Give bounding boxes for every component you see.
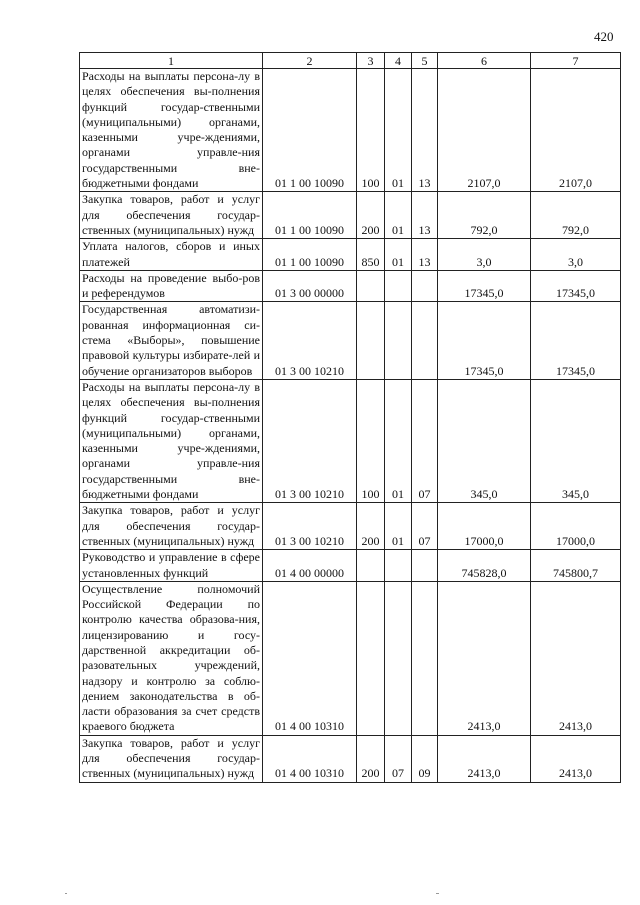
amount-col7-cell: 2413,0	[531, 581, 621, 735]
expense-name-cell: Расходы на выплаты персона-лу в целях обеспечения вы-полнения функций государ-ственными (муниципальными) органами, казенными учре-ждениями, органами управле-ния государственными вне-бюджетными фондами	[80, 379, 263, 502]
header-row	[80, 53, 621, 69]
amount-col7-cell: 17000,0	[531, 503, 621, 550]
target-article-code-cell: 01 1 00 10090	[263, 192, 357, 239]
amount-col6-cell: 2107,0	[438, 69, 531, 192]
amount-col7-cell: 345,0	[531, 379, 621, 502]
target-article-code-cell: 01 4 00 00000	[263, 550, 357, 582]
subsection-cell	[412, 270, 438, 302]
scan-speck	[65, 893, 67, 894]
subsection-cell: 09	[412, 735, 438, 782]
table-row	[80, 581, 621, 735]
target-article-code-cell: 01 3 00 10210	[263, 379, 357, 502]
expense-name-cell: Закупка товаров, работ и услуг для обеспечения государ-ственных (муниципальных) нужд	[80, 503, 263, 550]
expense-type-cell: 200	[357, 503, 385, 550]
amount-col6-cell: 3,0	[438, 239, 531, 271]
column-header: 1	[80, 53, 263, 69]
expense-type-cell	[357, 302, 385, 379]
column-header: 5	[412, 53, 438, 69]
target-article-code-cell: 01 1 00 10090	[263, 239, 357, 271]
amount-col7-cell: 792,0	[531, 192, 621, 239]
table-row	[80, 302, 621, 379]
target-article-code-cell: 01 3 00 10210	[263, 503, 357, 550]
table-row	[80, 69, 621, 192]
expense-name-cell: Расходы на проведение выбо-ров и референдумов	[80, 270, 263, 302]
expense-type-cell	[357, 270, 385, 302]
expense-type-cell: 200	[357, 735, 385, 782]
section-cell: 01	[385, 69, 412, 192]
expense-name-cell: Уплата налогов, сборов и иных платежей	[80, 239, 263, 271]
table-row	[80, 192, 621, 239]
column-header: 7	[531, 53, 621, 69]
expense-type-cell: 200	[357, 192, 385, 239]
subsection-cell: 07	[412, 503, 438, 550]
target-article-code-cell: 01 1 00 10090	[263, 69, 357, 192]
expense-type-cell: 850	[357, 239, 385, 271]
section-cell: 01	[385, 503, 412, 550]
target-article-code-cell: 01 3 00 10210	[263, 302, 357, 379]
column-header: 2	[263, 53, 357, 69]
amount-col7-cell: 2413,0	[531, 735, 621, 782]
table-row	[80, 379, 621, 502]
amount-col6-cell: 17000,0	[438, 503, 531, 550]
expense-name-cell: Расходы на выплаты персона-лу в целях обеспечения вы-полнения функций государ-ственными (муниципальными) органами, казенными учре-ждениями, органами управле-ния государственными вне-бюджетными фондами	[80, 69, 263, 192]
amount-col6-cell: 17345,0	[438, 270, 531, 302]
section-cell	[385, 550, 412, 582]
amount-col6-cell: 345,0	[438, 379, 531, 502]
amount-col7-cell: 17345,0	[531, 270, 621, 302]
section-cell: 01	[385, 192, 412, 239]
table-row	[80, 550, 621, 582]
table-row	[80, 239, 621, 271]
target-article-code-cell: 01 4 00 10310	[263, 735, 357, 782]
expense-type-cell	[357, 550, 385, 582]
column-header: 4	[385, 53, 412, 69]
subsection-cell	[412, 550, 438, 582]
subsection-cell: 13	[412, 69, 438, 192]
expense-name-cell: Закупка товаров, работ и услуг для обеспечения государ-ственных (муниципальных) нужд	[80, 192, 263, 239]
section-cell: 01	[385, 239, 412, 271]
amount-col7-cell: 745800,7	[531, 550, 621, 582]
expense-type-cell: 100	[357, 379, 385, 502]
table-row	[80, 270, 621, 302]
expense-type-cell: 100	[357, 69, 385, 192]
amount-col6-cell: 17345,0	[438, 302, 531, 379]
table-row	[80, 503, 621, 550]
amount-col6-cell: 792,0	[438, 192, 531, 239]
page-number: 420	[594, 29, 614, 44]
section-cell	[385, 302, 412, 379]
amount-col6-cell: 745828,0	[438, 550, 531, 582]
scan-speck	[436, 893, 439, 894]
expense-name-cell: Осуществление полномочий Российской Федерации по контролю качества образова-ния, лицензированию и госу-дарственной аккредитации об-разовательных учреждений, надзору и контролю за соблю-дением законодательства в об-ласти образования за счет средств краевого бюджета	[80, 581, 263, 735]
subsection-cell: 07	[412, 379, 438, 502]
amount-col6-cell: 2413,0	[438, 581, 531, 735]
section-cell	[385, 270, 412, 302]
column-header: 6	[438, 53, 531, 69]
target-article-code-cell: 01 4 00 10310	[263, 581, 357, 735]
target-article-code-cell: 01 3 00 00000	[263, 270, 357, 302]
amount-col7-cell: 17345,0	[531, 302, 621, 379]
subsection-cell	[412, 581, 438, 735]
section-cell: 01	[385, 379, 412, 502]
expense-type-cell	[357, 581, 385, 735]
subsection-cell	[412, 302, 438, 379]
amount-col7-cell: 3,0	[531, 239, 621, 271]
subsection-cell: 13	[412, 192, 438, 239]
table-row	[80, 735, 621, 782]
section-cell: 07	[385, 735, 412, 782]
expense-name-cell: Закупка товаров, работ и услуг для обеспечения государ-ственных (муниципальных) нужд	[80, 735, 263, 782]
column-header: 3	[357, 53, 385, 69]
section-cell	[385, 581, 412, 735]
amount-col7-cell: 2107,0	[531, 69, 621, 192]
budget-table	[79, 52, 621, 783]
subsection-cell: 13	[412, 239, 438, 271]
expense-name-cell: Руководство и управление в сфере установленных функций	[80, 550, 263, 582]
amount-col6-cell: 2413,0	[438, 735, 531, 782]
expense-name-cell: Государственная автоматизи-рованная информационная си-стема «Выборы», повышение правовой культуры избирате-лей и обучение организаторов выборов	[80, 302, 263, 379]
